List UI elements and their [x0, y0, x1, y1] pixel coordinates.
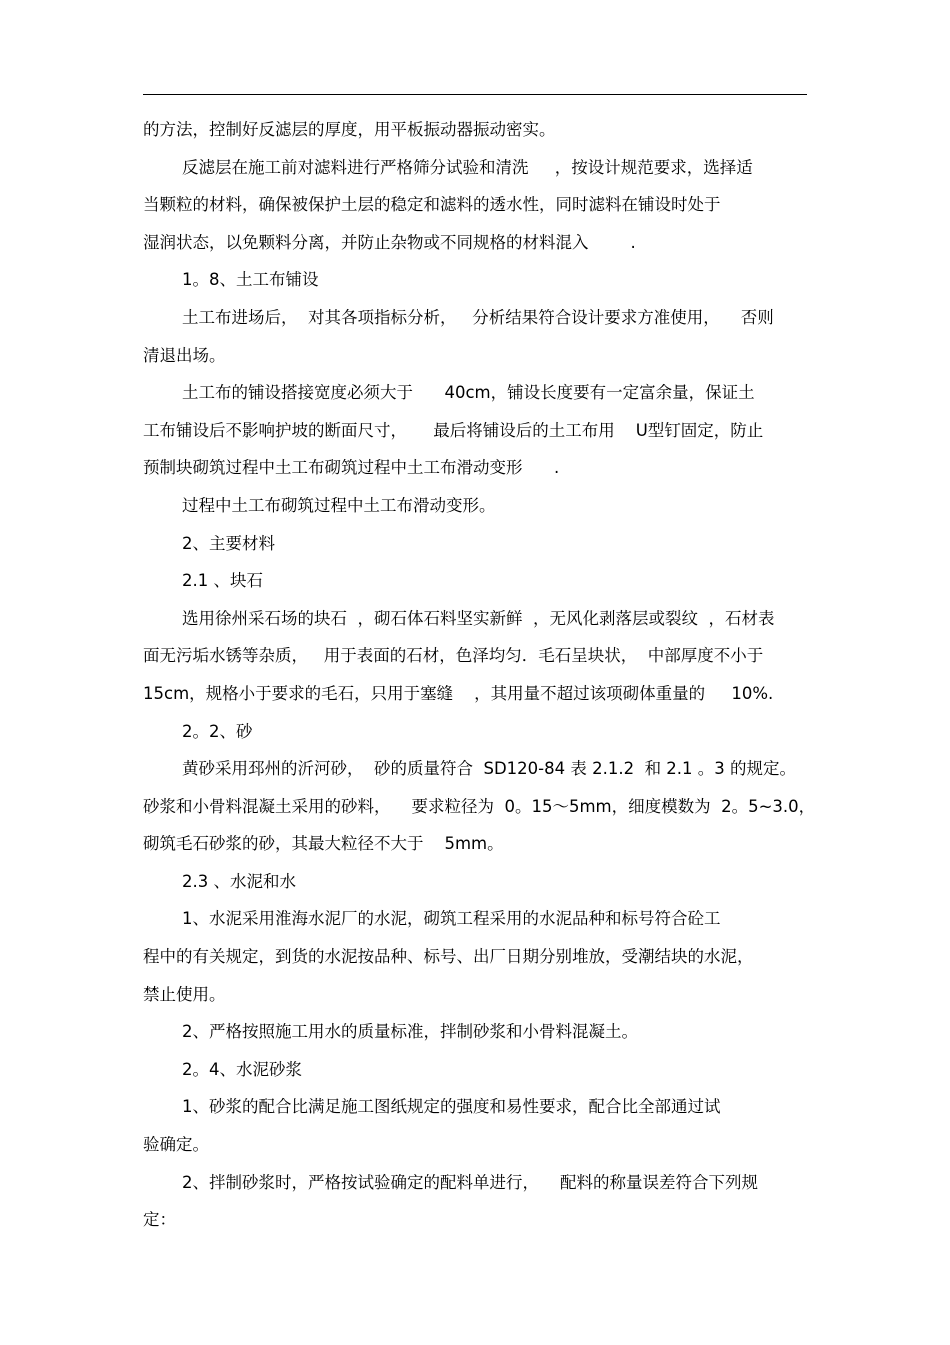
text-line: 2.1 、块石	[182, 571, 263, 591]
text-line: 定：	[143, 1210, 176, 1230]
text-line: 1。8、土工布铺设	[182, 270, 319, 290]
text-line: 黄砂采用邳州的沂河砂， 砂的质量符合 SD120-84 表 2.1.2 和 2.1 。3 的规定。	[182, 759, 797, 779]
text-line: 选用徐州采石场的块石 ，砌石体石料坚实新鲜 ，无风化剥落层或裂纹 ，石材表	[182, 608, 775, 628]
text-line: 1、水泥采用淮海水泥厂的水泥，砌筑工程采用的水泥品种和标号符合砼工	[182, 909, 721, 929]
text-line: 验确定。	[143, 1135, 209, 1155]
text-line: 工布铺设后不影响护坡的断面尺寸， 最后将铺设后的土工布用 U型钉固定，防止	[143, 420, 764, 440]
text-line: 2。2、砂	[182, 721, 253, 741]
text-line: 的方法，控制好反滤层的厚度，用平板振动器振动密实。	[143, 120, 556, 139]
text-line: 15cm，规格小于要求的毛石，只用于塞缝 ，其用量不超过该项砌体重量的 10%.	[143, 683, 774, 703]
text-line: 清退出场。	[143, 345, 226, 365]
text-line: 2、拌制砂浆时，严格按试验确定的配料单进行， 配料的称量误差符合下列规	[182, 1172, 758, 1192]
document-body	[143, 116, 816, 1244]
header-rule	[143, 94, 807, 95]
text-line: 2。4、水泥砂浆	[182, 1059, 302, 1079]
text-line: 1、砂浆的配合比满足施工图纸规定的强度和易性要求，配合比全部通过试	[182, 1097, 721, 1117]
text-line: 土工布进场后， 对其各项指标分析， 分析结果符合设计要求方准使用， 否则	[182, 307, 774, 327]
text-line: 当颗粒的材料，确保被保护土层的稳定和滤料的透水性，同时滤料在铺设时处于	[143, 195, 721, 215]
text-line: 砌筑毛石砂浆的砂，其最大粒径不大于 5mm。	[143, 834, 504, 854]
text-line: 面无污垢水锈等杂质， 用于表面的石材，色泽均匀．毛石呈块状， 中部厚度不小于	[143, 646, 764, 666]
text-line: 2、严格按照施工用水的质量标准，拌制砂浆和小骨料混凝土。	[182, 1022, 638, 1042]
text-line: 预制块砌筑过程中土工布砌筑过程中土工布滑动变形 .	[143, 458, 560, 478]
text-line: 2、主要材料	[182, 533, 275, 553]
text-line: 砂浆和小骨料混凝土采用的砂料， 要求粒径为 0。15～5mm，细度模数为 2。5~3.0，	[143, 796, 816, 816]
text-line: 过程中土工布砌筑过程中土工布滑动变形。	[182, 495, 496, 515]
text-line: 禁止使用。	[143, 984, 226, 1004]
text-line: 反滤层在施工前对滤料进行严格筛分试验和清洗 ，按设计规范要求，选择适	[182, 157, 753, 177]
text-line: 2.3 、水泥和水	[182, 871, 296, 891]
text-line: 湿润状态，以免颗料分离，并防止杂物或不同规格的材料混入 .	[143, 232, 636, 252]
text-line: 程中的有关规定，到货的水泥按品种、标号、出厂日期分别堆放，受潮结块的水泥，	[143, 947, 754, 967]
text-line: 土工布的铺设搭接宽度必须大于 40cm，铺设长度要有一定富余量，保证土	[182, 383, 755, 403]
